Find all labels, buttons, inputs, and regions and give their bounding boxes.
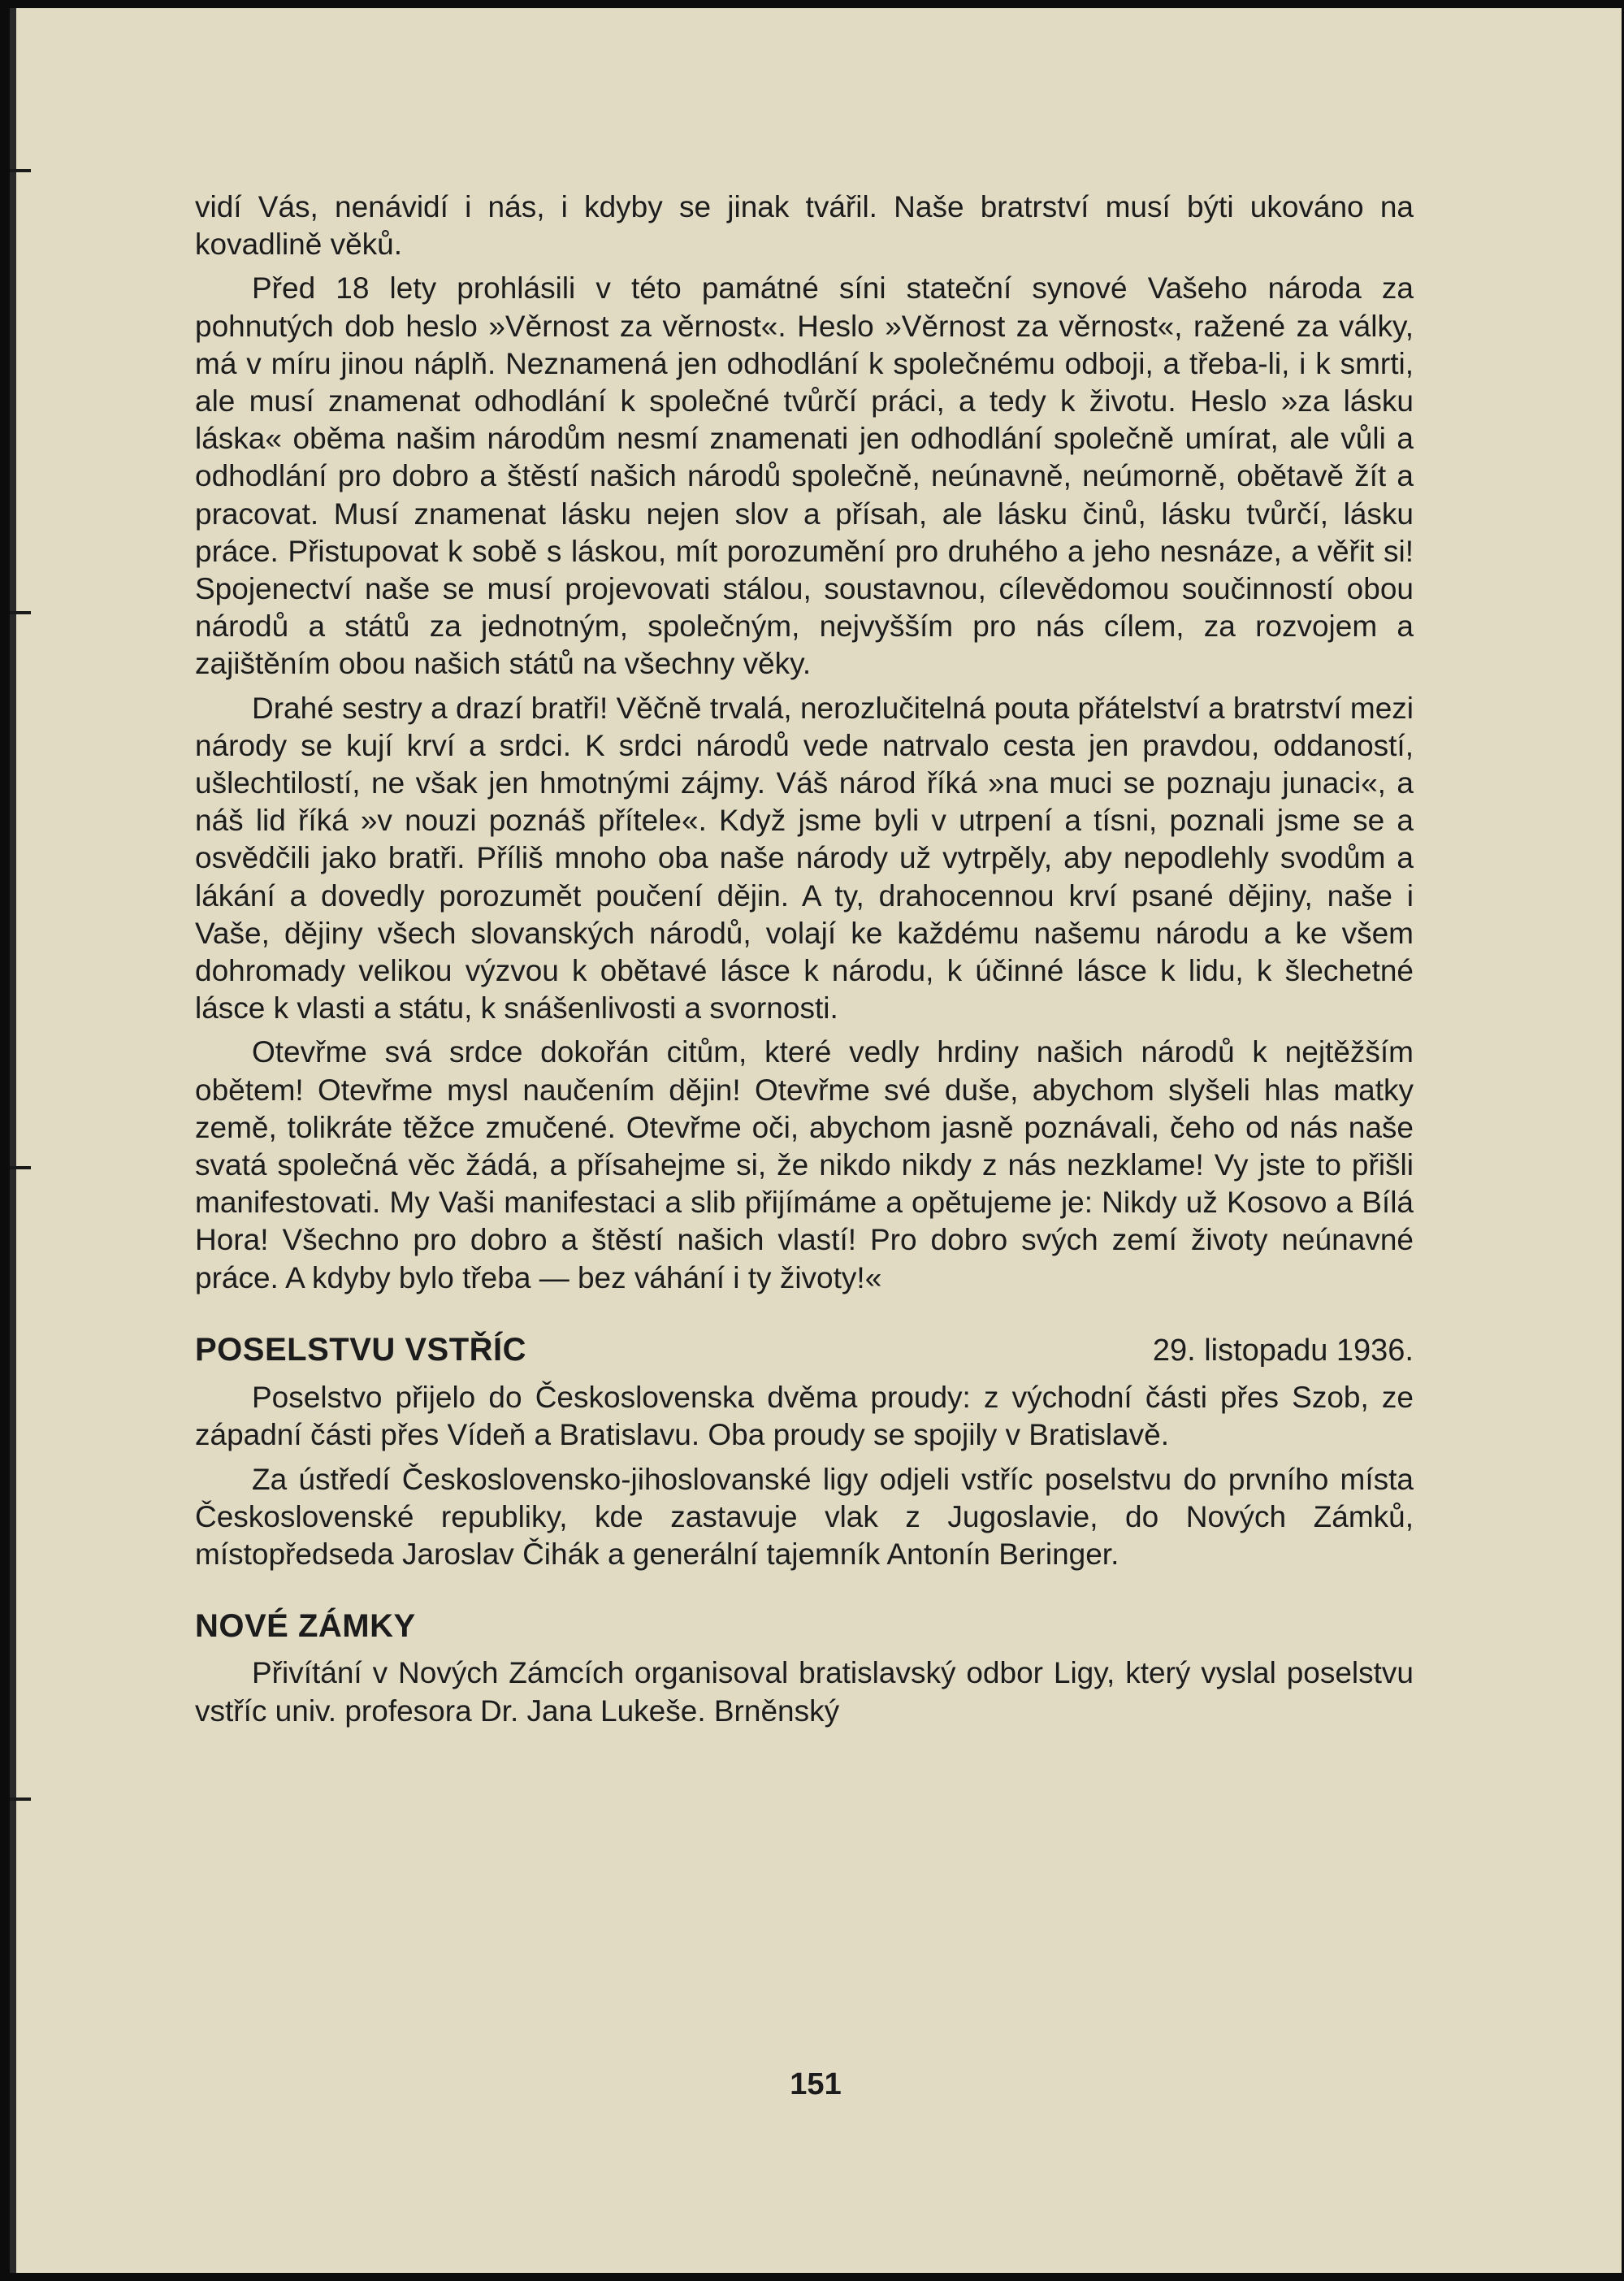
binding-mark bbox=[10, 169, 31, 172]
binding-mark bbox=[10, 611, 31, 614]
paragraph: Za ústředí Československo-jihoslovanské ligy odjeli vstříc poselstvu do prvního místa Československé republiky, kde zastavuje vlak z Jugoslavie, do Nových Zámků, místopředseda Jaroslav Čihák a generální tajemník Antonín Beringer. bbox=[195, 1462, 1414, 1571]
binding-mark bbox=[10, 1797, 31, 1801]
section-header bbox=[195, 1607, 1414, 1645]
page-number: 151 bbox=[790, 2067, 842, 2101]
section-header bbox=[195, 1331, 1414, 1369]
section-heading: NOVÉ ZÁMKY bbox=[195, 1608, 416, 1645]
paragraph: Přivítání v Nových Zámcích organisoval bratislavský odbor Ligy, který vyslal poselstvu vstříc univ. profesora Dr. Jana Lukeše. Brněnský bbox=[195, 1656, 1414, 1728]
paragraph: Před 18 lety prohlásili v této památné síni stateční synové Vašeho národa za pohnutých dob heslo »Věrnost za věrnost«. Heslo »Věrnost za věrnost«, ražené za války, má v míru jinou náplň. Neznamená jen odhodlání k společnému odboji, a třeba-li, i k smrti, ale musí znamenat odhodlání k společné tvůrčí práci, a tedy k životu. Heslo »za lásku láska« oběma našim národům nesmí znamenati jen odhodlání společně umírat, ale vůli a odhodlání pro dobro a štěstí našich národů společně, neúnavně, neúmorně, obětavě žít a pracovat. Musí znamenat lásku nejen slov a přísah, ale lásku činů, lásku tvůrčí, lásku práce. Přistupovat k sobě s láskou, mít porozumění pro druhého a jeho nesnáze, a věřit si! Spojenectví naše se musí projevovati stálou, soustavnou, cílevědomou součinností obou národů a států za jednotným, společným, nejvyšším pro nás cílem, za rozvojem a zajištěním obou našich států na všechny věky. bbox=[195, 271, 1414, 681]
section-date: 29. listopadu 1936. bbox=[1152, 1333, 1414, 1368]
document-page bbox=[10, 8, 1622, 2273]
paragraph: Drahé sestry a drazí bratři! Věčně trvalá, nerozlučitelná pouta přátelství a bratrství mezi národy se kují krví a srdci. K srdci národů vede natrvalo cesta jen pravdou, oddaností, ušlechtilostí, ne však jen hmotnými zájmy. Váš národ říká »na muci se poznaju junaci«, a náš lid říká »v nouzi poznáš přítele«. Když jsme byli v utrpení a tísni, poznali jsme se a osvědčili jako bratři. Příliš mnoho oba naše národy už vytrpěly, aby nepodlehly svodům a lákání a dovedly porozumět poučení dějin. A ty, drahocennou krví psané dějiny, naše i Vaše, dějiny všech slovanských národů, volají ke každému našemu národu a ke všem dohromady velikou výzvou k obětavé lásce k národu, k účinné lásce k lidu, k šlechetné lásce k vlasti a státu, k snášenlivosti a svornosti. bbox=[195, 691, 1414, 1026]
section-heading: POSELSTVU VSTŘÍC bbox=[195, 1331, 527, 1368]
paragraph: Otevřme svá srdce dokořán citům, které vedly hrdiny našich národů k nejtěžším obětem! Otevřme mysl naučením dějin! Otevřme své duše, abychom slyšeli hlas matky země, tolikráte těžce zmučené. Otevřme oči, abychom jasně poznávali, čeho od nás naše svatá společná věc žádá, a přísahejme si, že nikdo nikdy z nás nezklame! Vy jste to přišli manifestovati. My Vaši manifestaci a slib přijímáme a opětujeme je: Nikdy už Kosovo a Bílá Hora! Všechno pro dobro a štěstí našich vlastí! Pro dobro svých zemí životy neúnavné práce. A kdyby bylo třeba — bez váhání i ty životy!« bbox=[195, 1035, 1414, 1294]
paragraph: Poselstvo přijelo do Československa dvěma proudy: z východní části přes Szob, ze západní části přes Vídeň a Bratislavu. Oba proudy se spojily v Bratislavě. bbox=[195, 1381, 1414, 1452]
text-body bbox=[195, 189, 1414, 1737]
binding-mark bbox=[10, 1166, 31, 1169]
binding-edge bbox=[10, 8, 16, 2273]
paragraph: vidí Vás, nenávidí i nás, i kdyby se jinak tvářil. Naše bratrství musí býti ukováno na kovadlině věků. bbox=[195, 190, 1414, 262]
